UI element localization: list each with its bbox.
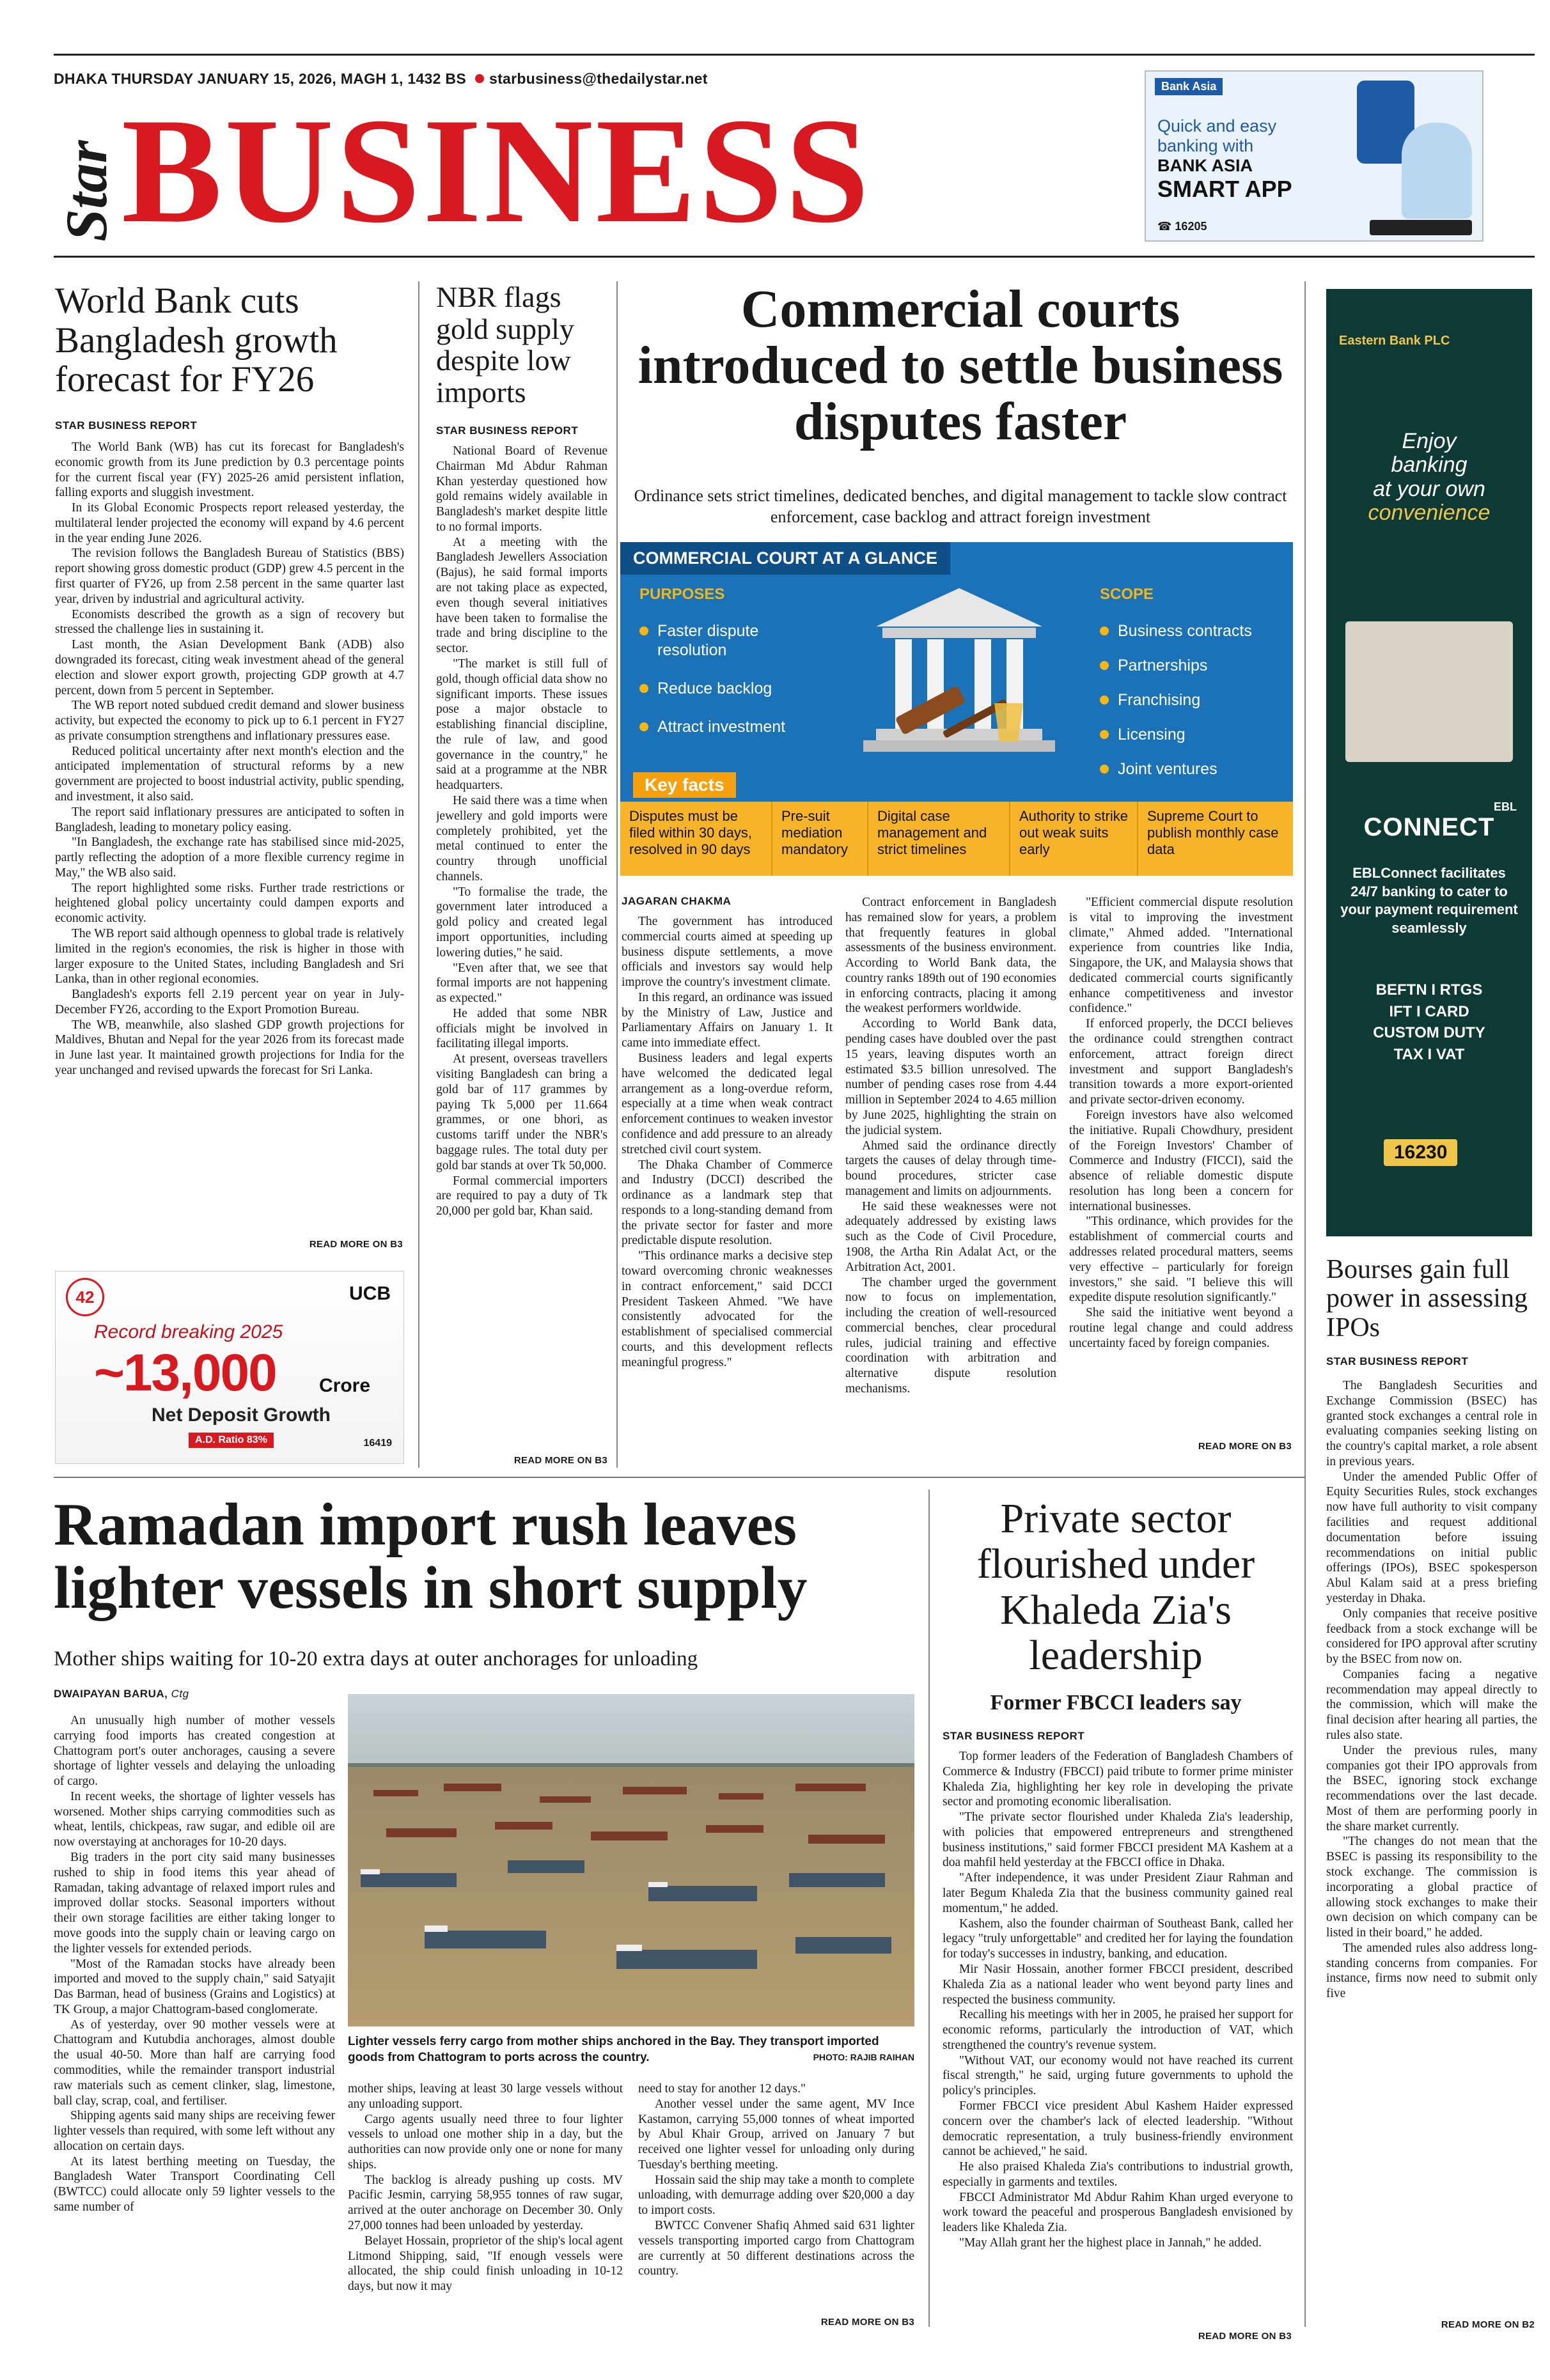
paragraph: Former FBCCI vice president Abul Kashem Haider expressed concern over the chamber's lack of elected leadership. "Without democratic representation, a truly business-friendly environment cannot be achieved," he said. (943, 2099, 1293, 2159)
email-link[interactable]: starbusiness@thedailystar.net (489, 70, 708, 87)
paragraph: "Without VAT, our economy would not have reached its current fiscal strength," he said, urging future governments to uphold the policy's principles. (943, 2053, 1293, 2098)
paragraph: Hossain said the ship may take a month to complete unloading, with demurrage adding over $20,000 a day to import costs. (638, 2173, 914, 2218)
ramadan-col3 (638, 2081, 914, 2314)
ebl-connect-logo: CONNECT (1363, 813, 1495, 841)
paragraph: Last month, the Asian Development Bank (ADB) also downgraded its forecast, citing weak investment ahead of the general election and slower export growth, projecting GDP growth at 4.7 percent, down from 5 percent in September. (55, 638, 404, 697)
paragraph: Another vessel under the same agent, MV Ince Kastamon, carrying 55,000 tonnes of wheat imported by Abul Khair Group, arrived on January 7 but received one lighter vessel for unloading only during Tuesday's berthing meeting. (638, 2097, 914, 2172)
paragraph: "To formalise the trade, the government later introduced a gold policy and created legal import opportunities, including lowering duties," he said. (436, 885, 607, 960)
ramadan-headline: Ramadan import rush leaves lighter vessels in short supply (54, 1491, 808, 1621)
paragraph: Business leaders and legal experts have welcomed the dedicated legal arrangement as a long-overdue reform, especially at a time when weak contract enforcement continues to weaken investor confidence and add pressure to an already stretched civil court system. (622, 1052, 833, 1156)
world-bank-read-more[interactable]: READ MORE ON B3 (309, 1239, 403, 1250)
paragraph: He added that some NBR officials might be involved in facilitating illegal imports. (436, 1006, 607, 1051)
paragraph: "Efficient commercial dispute resolution is vital to improving the investment climate," Ahmed added. "International experience from countries like India, Singapore, the UK, and Malaysia shows that dedicated commercial courts significantly enhance competitiveness and investor confidence." (1069, 896, 1293, 1016)
scope-item (1100, 690, 1285, 710)
ebl-service: IFT I CARD (1389, 1002, 1469, 1020)
ucb-anniversary-badge: 42 (66, 1278, 104, 1316)
khaleda-deck: Former FBCCI leaders say (990, 1691, 1242, 1715)
paragraph: At present, overseas travellers visiting Bangladesh can bring a gold bar of 117 grammes by paying Tk 5,000 per 11.664 grammes, or one bhori, as customs tariff under the NBR's baggage rules. The total duty per gold bar stands at over Tk 50,000. (436, 1052, 607, 1172)
ebl-hotline: 16230 (1384, 1139, 1457, 1166)
star-logo: Star (54, 140, 119, 242)
bullet-icon (1100, 626, 1109, 635)
paragraph: "Even after that, we see that formal imports are not happening as expected." (436, 961, 607, 1006)
ebl-service: TAX I VAT (1393, 1045, 1465, 1063)
scope-text: Licensing (1118, 726, 1186, 743)
purposes-title: PURPOSES (639, 586, 725, 603)
scope-list (1100, 621, 1285, 779)
ebl-services (1326, 979, 1532, 1065)
paragraph: Belayet Hossain, proprietor of the ship's local agent Litmond Shipping, said, "If enough vessels were allocated, the ship could finish unloading in 10-12 days, but now it may (348, 2234, 623, 2294)
ucb-record: Record breaking 2025 (94, 1321, 283, 1342)
paragraph: At its latest berthing meeting on Tuesday, the Bangladesh Water Transport Coordinating Cell (BWTCC) could allocate only 59 lighter vessels to the same number of (54, 2154, 335, 2214)
paragraph: FBCCI Administrator Md Abdur Rahim Khan urged everyone to work toward the peaceful and prosperous Bangladesh envisioned by leaders like Khaleda Zia. (943, 2190, 1293, 2235)
ebl-tag-line: Enjoy (1402, 429, 1457, 453)
bourses-headline: Bourses gain full power in assessing IPOs (1326, 1255, 1528, 1342)
purpose-item (639, 717, 831, 736)
paragraph: He said there was a time when jewellery and gold imports were completely prohibited, yet the metal continued to enter the country through unofficial channels. (436, 793, 607, 883)
person-illustration (1402, 123, 1472, 219)
bullet-icon (1100, 765, 1109, 774)
paragraph: Recalling his meetings with her in 2005, he praised her support for economic reforms, particularly the introduction of VAT, which strengthened the country's revenue system. (943, 2008, 1293, 2052)
purposes-list (639, 621, 831, 736)
scope-text: Joint ventures (1118, 760, 1217, 778)
purpose-text: Faster dispute resolution (657, 622, 759, 659)
key-facts-row (620, 802, 1293, 876)
bank-asia-line2: banking with (1157, 136, 1254, 156)
paragraph: mother ships, leaving at least 30 large vessels without any unloading support. (348, 2082, 623, 2111)
paragraph: In its Global Economic Prospects report released yesterday, the multilateral lender projected the economy will expand by 4.6 percent in the year ending June 2026. (55, 501, 404, 545)
paragraph: Foreign investors have also welcomed the initiative. Rupali Chowdhury, president of the Foreign Investors' Chamber of Commerce and Industry (FICCI), said the absence of reliable domestic dispute resolution has long been a concern for international businesses. (1069, 1108, 1293, 1213)
ucb-ratio: A.D. Ratio 83% (189, 1433, 274, 1448)
column-divider (418, 281, 419, 1468)
courts-deck: Ordinance sets strict timelines, dedicated benches, and digital management to tackle slow contract enforcement, case backlog and attract foreign investment (634, 486, 1287, 526)
paragraph: The amended rules also address long-standing concerns from companies. For instance, firms now need to submit only five (1326, 1941, 1537, 2001)
paragraph: The WB, meanwhile, also slashed GDP growth projections for Maldives, Bhutan and Nepal for the year 2026 from its forecast made in June last year. It maintained growth projections for India for the year unchanged and revised upwards the forecast for Sri Lanka. (55, 1018, 404, 1078)
world-bank-headline: World Bank cuts Bangladesh growth forecast for FY26 (55, 281, 338, 400)
paragraph: "The changes do not mean that the BSEC is passing its responsibility to the stock exchange. The commission is incorporating a global practice of allowing stock exchanges to make their own decision on which company can be listed in their board," he added. (1326, 1835, 1537, 1940)
paragraph: "After independence, it was under President Ziaur Rahman and later Begum Khaleda Zia that the business community gained real momentum," he added. (943, 1871, 1293, 1915)
scope-item (1100, 621, 1285, 641)
world-bank-byline: STAR BUSINESS REPORT (55, 419, 198, 432)
paragraph: At a meeting with the Bangladesh Jewellers Association (Bajus), he said formal imports are not taking place as expected, even though several initiatives have been taken to formalise the trade and bring discipline to the sector. (436, 535, 607, 656)
bullet-icon (1100, 661, 1109, 670)
paragraph: "The private sector flourished under Khaleda Zia's leadership, with policies that empowered entrepreneurs and strengthened business institutions," said former FBCCI president MA Kashem at a doa mahfil held yesterday at the FBCCI office in Dhaka. (943, 1810, 1293, 1870)
ucb-unit: Crore (319, 1375, 371, 1396)
paragraph: "This ordinance, which provides for the establishment of commercial courts and addresses related procedural matters, seems very effective – particularly for foreign investors," she said. "I believe this will expedite dispute resolution significantly." (1069, 1215, 1293, 1305)
app-store-badges (1370, 220, 1472, 235)
column-divider (1304, 281, 1306, 2327)
bank-asia-logo: Bank Asia (1155, 78, 1223, 95)
bullet-icon (639, 684, 648, 693)
ebl-tag-line: at your own (1373, 476, 1485, 501)
ebl-tagline (1326, 430, 1532, 525)
bank-asia-line4: SMART APP (1157, 176, 1292, 203)
paragraph: The Dhaka Chamber of Commerce and Industry (DCCI) described the ordinance as a landmark step that responds to a long-standing demand from the private sector for faster and more predictable dispute resolution. (622, 1158, 833, 1248)
khaleda-headline: Private sector flourished under Khaleda Zia's leadership (976, 1495, 1255, 1679)
scope-item (1100, 759, 1285, 779)
gold-byline: STAR BUSINESS REPORT (436, 424, 579, 437)
ramadan-byline-name: DWAIPAYAN BARUA, (54, 1688, 168, 1700)
key-fact: Supreme Court to publish monthly case data (1147, 808, 1279, 857)
bank-asia-line3: BANK ASIA (1157, 156, 1253, 176)
ebl-description: EBLConnect facilitates 24/7 banking to cater to your payment requirement seamlessly (1340, 865, 1518, 936)
bourses-body (1326, 1378, 1537, 2315)
world-bank-body (55, 440, 404, 1234)
ucb-logo: UCB (349, 1283, 391, 1304)
bank-asia-tagline (1157, 116, 1292, 203)
section-title: BUSINESS (121, 88, 872, 254)
purpose-item (639, 621, 831, 660)
paragraph: The report said inflationary pressures are anticipated to soften in Bangladesh, leading to monetary policy easing. (55, 805, 404, 834)
bank-asia-hotline-number: 16205 (1175, 220, 1207, 233)
paragraph: The World Bank (WB) has cut its forecast for Bangladesh's economic growth from its June prediction by 0.3 percentage points for the current fiscal year (FY) 2025-26 amid persistent inflation, falling exports and sluggish investment. (55, 440, 404, 500)
bullet-icon (1100, 696, 1109, 704)
harbour-photo (348, 1694, 914, 2026)
paragraph: The WB report said although openness to global trade is relatively limited in the region's economies, the risk is higher in those with larger exposure to the United States, including Bangladesh and Sri Lanka, than in other regional economies. (55, 927, 404, 986)
bourses-byline: STAR BUSINESS REPORT (1326, 1355, 1469, 1367)
courts-col1 (622, 914, 833, 1451)
dateline (54, 70, 708, 88)
courts-byline: JAGARAN CHAKMA (622, 895, 732, 907)
paragraph: In this regard, an ordinance was issued by the Ministry of Law, Justice and Parliamentary Affairs on January 1. It came into immediate effect. (622, 990, 833, 1050)
paragraph: Companies facing a negative recommendation may appeal directly to the commission, which will make the final decision after hearing all parties, the rules also state. (1326, 1667, 1537, 1742)
bank-asia-hotline: ☎ 16205 (1157, 220, 1207, 233)
ebl-logo: Eastern Bank PLC (1339, 334, 1450, 348)
ebl-tag-line: convenience (1368, 501, 1491, 525)
paragraph: She said the initiative went beyond a routine legal change and could address uncertainty faced by foreign companies. (1069, 1306, 1293, 1350)
paragraph: Top former leaders of the Federation of Bangladesh Chambers of Commerce & Industry (FBCCI) paid tribute to former prime minister Khaleda Zia, highlighting her key role in developing the private sector and promoting economic liberalisation. (943, 1750, 1293, 1809)
bank-asia-ad[interactable] (1145, 70, 1483, 242)
paragraph: Kashem, also the founder chairman of Southeast Bank, called her legacy "truly unforgettable" and credited her for laying the foundation for today's successes in industry, banking, and education. (943, 1917, 1293, 1961)
photo-caption: Lighter vessels ferry cargo from mother ships anchored in the Bay. They transport imported goods from Chattogram to ports across the country. (348, 2035, 879, 2064)
purpose-text: Attract investment (657, 718, 786, 736)
scope-text: Business contracts (1118, 622, 1252, 640)
ebl-service: CUSTOM DUTY (1373, 1024, 1485, 1042)
paragraph: The report highlighted some risks. Further trade restrictions or heightened global policy uncertainty could dampen exports and economic activity. (55, 881, 404, 926)
courthouse-illustration (831, 575, 1087, 767)
column-divider (616, 281, 618, 1468)
purpose-item (639, 679, 831, 698)
scope-title: SCOPE (1100, 586, 1154, 603)
ramadan-col2 (348, 2081, 623, 2327)
paragraph: If enforced properly, the DCCI believes the ordinance could strengthen contract enforcement, attract foreign direct investment and support Bangladesh's transition towards a more export-oriented and private sector-driven economy. (1069, 1017, 1293, 1107)
infographic-title: COMMERCIAL COURT AT A GLANCE (620, 542, 950, 575)
paragraph: "This ordinance marks a decisive step toward overcoming chronic weaknesses in contract enforcement," said DCCI President Taskeen Ahmed. "We have consistently advocated for the establishment of specialised commercial courts, and this development reflects meaningful progress." (622, 1249, 833, 1369)
paragraph: The Bangladesh Securities and Exchange Commission (BSEC) has granted stock exchanges a central role in evaluating companies seeking listing on the country's capital market, a role absent in previous years. (1326, 1379, 1537, 1468)
bank-asia-line1: Quick and easy (1157, 116, 1277, 136)
paragraph: The WB report noted subdued credit demand and slower business activity, but expected the economy to pick up to 6.1 percent in FY27 as private consumption strengthens and inflationary pressures ease. (55, 699, 404, 743)
masthead-rule (54, 256, 1535, 258)
ucb-hotline: 16419 (363, 1438, 392, 1449)
khaleda-byline: STAR BUSINESS REPORT (943, 1730, 1085, 1742)
paragraph: The chamber urged the government now to focus on implementation, including the creation of well-resourced commercial benches, clear procedural rules, judicial training and effective coordination with arbitration and alternative dispute resolution mechanisms. (845, 1275, 1056, 1396)
paragraph: The government has introduced commercial courts aimed at speeding up business dispute settlements, a move officials and investors say would help improve the country's investment climate. (622, 915, 833, 990)
paragraph: "The market is still full of gold, though official data show no significant imports. These issues pose a major obstacle to establishing financial discipline, the rule of law, and good governance in the country," he said at a programme at the NBR headquarters. (436, 657, 607, 793)
ucb-amount: ~13,000 (94, 1344, 276, 1402)
key-fact: Digital case management and strict timelines (868, 802, 1010, 876)
ebl-ad[interactable] (1326, 289, 1532, 1236)
courts-col3 (1069, 895, 1293, 1440)
dateline-text: DHAKA THURSDAY JANUARY 15, 2026, MAGH 1, 1432 BS (54, 70, 466, 87)
photo-credit: PHOTO: RAJIB RAIHAN (813, 2052, 914, 2062)
ucb-label: Net Deposit Growth (152, 1404, 331, 1426)
paragraph: Under the previous rules, many companies got their IPO approvals from the BSEC, ignoring stock exchange recommendations over the last decade. Most of them are performing poorly in the share market currently. (1326, 1743, 1537, 1833)
paragraph: Big traders in the port city said many businesses rushed to ship in food items this year ahead of Ramadan, taking advantage of relaxed import rules and improved dollar stocks. Seasonal importers without their own storage facilities are either taking longer to move goods into the supply chain or leaving cargo on the lighter vessels for extended periods. (54, 1851, 335, 1956)
bourses-read-more[interactable]: READ MORE ON B2 (1441, 2319, 1535, 2330)
email-bullet-icon (475, 74, 484, 83)
khaleda-read-more[interactable]: READ MORE ON B3 (1198, 2331, 1292, 2342)
paragraph: Mir Nasir Hossain, another former FBCCI president, described Khaleda Zia as a national leader who went beyond party lines and respected the business community. (943, 1962, 1293, 2007)
purpose-text: Reduce backlog (657, 680, 772, 697)
paragraph: The revision follows the Bangladesh Bureau of Statistics (BBS) report showing gross domestic product (GDP) grew 4.5 percent in the first quarter of FY26, up from 2.58 percent in the same quarter last year, driven by industrial and agricultural activity. (55, 547, 404, 606)
paragraph: According to World Bank data, pending cases have doubled over the past 15 years, leaving disputes worth an estimated $3.5 billion unresolved. The number of pending cases rose from 4.44 million in September 2024 to 4.65 million by June 2025, highlighting the strain on the judicial system. (845, 1017, 1056, 1137)
scope-text: Franchising (1118, 691, 1201, 709)
paragraph: He also praised Khaleda Zia's contributions to industrial growth, especially in garments and textiles. (943, 2160, 1293, 2189)
ramadan-byline-place: Ctg (171, 1688, 189, 1700)
paragraph: Economists described the growth as a sign of recovery but stressed the challenge lies in sustaining it. (55, 607, 404, 637)
paragraph: In recent weeks, the shortage of lighter vessels has worsened. Mother ships carrying commodities such as wheat, lentils, chickpeas, raw sugar, and edible oil are now overstaying at anchorages for 10-20 days. (54, 1789, 335, 1849)
key-facts-title: Key facts (633, 772, 736, 798)
paragraph: "Most of the Ramadan stocks have already been imported and moved to the supply chain," said Satyajit Das Barman, head of business (Grains and Logistics) at TK Group, a major Chattogram-based conglomerate. (54, 1957, 335, 2016)
gold-headline: NBR flags gold supply despite low imports (436, 281, 574, 409)
paragraph: An unusually high number of mother vessels carrying food imports has created congestion at Chattogram port's outer anchorages, causing a severe shortage of lighter vessels and delaying the unloading of cargo. (54, 1714, 335, 1789)
gold-body (436, 444, 607, 1455)
paragraph: National Board of Revenue Chairman Md Abdur Rahman Khan yesterday questioned how gold remains widely available in Bangladesh's market despite little to no formal imports. (436, 444, 607, 534)
ramadan-read-more[interactable]: READ MORE ON B3 (820, 2317, 914, 2328)
bullet-icon (639, 626, 648, 635)
key-fact: Authority to strike out weak suits early (1010, 802, 1138, 876)
paragraph: need to stay for another 12 days." (638, 2082, 806, 2096)
paragraph: Formal commercial importers are required to pay a duty of Tk 20,000 per gold bar, Khan said. (436, 1174, 607, 1218)
ebl-service: BEFTN I RTGS (1375, 981, 1483, 999)
bullet-icon (639, 722, 648, 731)
ebl-connect-small: EBL (1494, 800, 1517, 813)
ucb-ad[interactable] (55, 1271, 404, 1464)
paragraph: Reduced political uncertainty after next month's election and the anticipated implementation of structural reforms by a new government are projected to boost industrial activity, public spending, and investment, it also said. (55, 744, 404, 804)
court-infographic (620, 542, 1293, 876)
ramadan-deck: Mother ships waiting for 10-20 extra days at outer anchorages for unloading (54, 1647, 698, 1670)
paragraph: Cargo agents usually need three to four lighter vessels to unload one mother ship in a day, but the authorities can now provide only one or none for many ships. (348, 2112, 623, 2172)
paragraph: The backlog is already pushing up costs. MV Pacific Jesmin, carrying 58,955 tonnes of raw sugar, arrived at the outer anchorage on December 30. Only 27,000 tonnes had been unloaded by yesterday. (348, 2173, 623, 2233)
paragraph: "In Bangladesh, the exchange rate has stabilised since mid-2025, partly reflecting the adoption of a more flexible currency regime in May," the WB also said. (55, 836, 404, 880)
top-rule (54, 54, 1535, 56)
paragraph: Contract enforcement in Bangladesh has remained slow for years, a problem that frequently features in global assessments of the business environment. According to World Bank data, the country ranks 189th out of 190 economies in enforcing contracts, placing it among the weakest performers worldwide. (845, 896, 1056, 1016)
laptop-illustration (1345, 621, 1513, 762)
khaleda-body (943, 1749, 1293, 2327)
scope-item (1100, 656, 1285, 675)
ramadan-byline (54, 1688, 189, 1700)
section-rule (54, 1477, 1306, 1478)
key-fact: Pre-suit mediation mandatory (772, 802, 868, 876)
paragraph: BWTCC Convener Shafiq Ahmed said 631 lighter vessels transporting imported cargo from Chattogram are currently at 50 different destinations across the country. (638, 2219, 914, 2278)
paragraph: Bangladesh's exports fell 2.19 percent year on year in July-December FY26, according to the Export Promotion Bureau. (55, 988, 404, 1016)
ebl-tag-line: banking (1391, 453, 1468, 478)
paragraph: As of yesterday, over 90 mother vessels were at Chattogram and Kutubdia anchorages, almost double the usual 40-50. More than half are carrying food commodities, while the remainder transport industrial raw materials such as cement clinker, slag, limestone, ball clay, scrap, coal, and fertiliser. (54, 2018, 335, 2108)
paragraph: Shipping agents said many ships are receiving fewer lighter vessels than required, with some left without any allocation on certain days. (54, 2109, 335, 2153)
column-divider (928, 1489, 930, 2327)
paragraph: Under the amended Public Offer of Equity Securities Rules, stock exchanges now have full authority to visit company facilities and request additional documentation before issuing recommendations on initial public offerings (IPOs), BSEC spokesperson Abul Kalam said at a press briefing yesterday in Dhaka. (1326, 1470, 1537, 1605)
key-fact: Disputes must be filed within 30 days, resolved in 90 days (620, 802, 772, 876)
paragraph: Only companies that receive positive feedback from a stock exchange will be considered for IPO approval after scrutiny by the BSEC from now on. (1326, 1606, 1537, 1667)
scope-item (1100, 725, 1285, 744)
paragraph: Ahmed said the ordinance directly targets the causes of delay through time-bound procedures, stricter case management and limits on adjournments. (845, 1139, 1056, 1198)
courts-col2 (845, 895, 1056, 1451)
courts-read-more[interactable]: READ MORE ON B3 (1198, 1441, 1292, 1452)
gold-read-more[interactable]: READ MORE ON B3 (513, 1455, 607, 1466)
courts-headline: Commercial courts introduced to settle business disputes faster (638, 279, 1283, 452)
bullet-icon (1100, 730, 1109, 739)
scope-text: Partnerships (1118, 657, 1208, 674)
ramadan-col1 (54, 1713, 335, 2327)
paragraph: "May Allah grant her the highest place in Jannah," he added. (959, 2236, 1262, 2250)
paragraph: He said these weaknesses were not adequately addressed by existing laws such as the Code of Civil Procedure, 1908, the Artha Rin Adalat Act, or the Arbitration Act, 2001. (845, 1199, 1056, 1274)
